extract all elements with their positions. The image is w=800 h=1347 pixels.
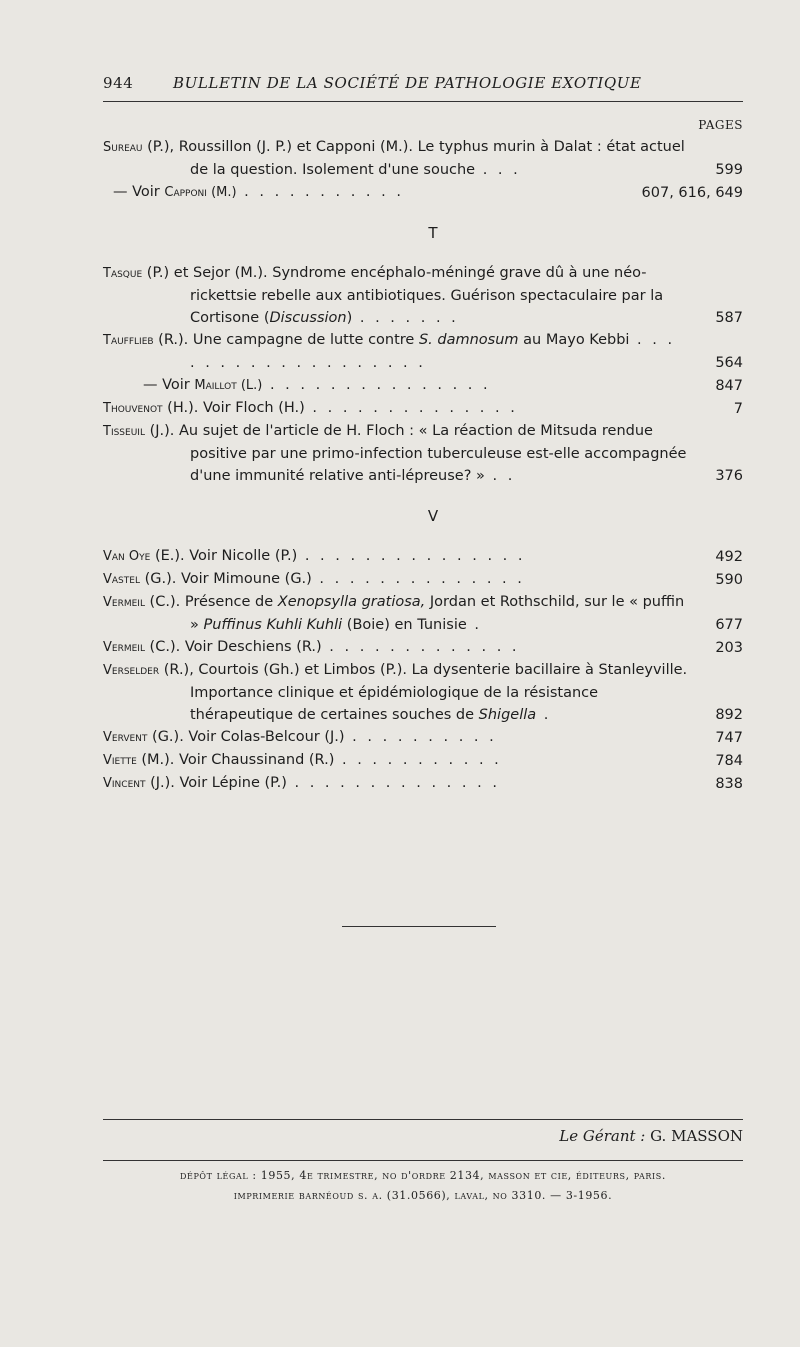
entry-text: (R.), Courtois (Gh.) et Limbos (P.). La dysenterie bacillaire à Stanleyville. Importance clinique et épidémiologique de la résistance thérapeutique de certaines souches de [159,662,688,723]
entry-author: Taufflieb [103,333,154,348]
entry-leader: . . . [475,162,521,178]
entry-text: (M.). Voir Chaussinand (R.) [136,752,335,768]
end-rule [342,926,496,927]
entry-author: — Voir [143,377,195,393]
index-entry [103,181,743,204]
entry-pages: 784 [715,753,743,769]
entry-author: Viette [103,753,137,768]
entry-text: Maillot (L.) [194,378,263,393]
entry-pages: 599 [715,162,743,178]
entry-italic: S. damnosum [418,332,519,348]
gerant-line [559,1127,743,1145]
entry-author: Vincent [103,776,146,791]
entry-pages: 7 [733,401,743,417]
entry-italic: Discussion [269,310,347,326]
page-number: 944 [103,74,134,92]
header-rule [103,101,743,102]
entry-author: Vastel [103,572,140,587]
entry-pages: 607, 616, 649 [641,185,743,201]
entry-text: (J.). Voir Lépine (P.) [145,775,287,791]
entry-pages: 677 [715,617,743,633]
entry-pages: 838 [715,776,743,792]
entry-pages: 747 [715,730,743,746]
entry-text: (P.), Roussillon (J. P.) et Capponi (M.). Le typhus murin à Dalat : état actuel de la question. Isolement d'une souche [142,139,685,178]
entry-leader: . [536,707,552,723]
imprint-line-1: dépôt légal : 1955, 4e trimestre, no d'ordre 2134, masson et cie, éditeurs, paris. [180,1169,666,1182]
entry-author: Tisseuil [103,424,145,439]
entry-text: (H.). Voir Floch (H.) [162,400,305,416]
entry-leader: . [466,617,482,633]
gerant-label: Le Gérant : [559,1127,646,1145]
entry-text: (J.). Au sujet de l'article de H. Floch : « La réaction de Mitsuda rendue positive par une primo-infection tuberculeuse est-elle accompagnée d'une immunité relative anti-lépreuse? » [144,423,687,484]
entry-leader: . . . . . . . . . . . . . . [311,571,525,587]
entry-author: Tasque [103,266,143,281]
index-entry [103,591,743,636]
entry-italic: Shigella [478,707,537,723]
running-header [103,74,743,98]
entry-text: Capponi (M.) [164,185,237,200]
entry-text: (P.) et Sejor (M.). Syndrome encéphalo-méningé grave dû à une néo-rickettsie rebelle aux antibiotiques. Guérison spectaculaire par la Cortisone ( [142,265,664,326]
index-entry [103,545,743,568]
entry-leader: . . [484,468,516,484]
index-entry [103,659,743,726]
entry-text: (R.). Une campagne de lutte contre [153,332,419,348]
entry-pages: 203 [715,640,743,656]
entry-author: Thouvenot [103,401,163,416]
entry-text-2: Jordan et Rothschild, sur le « puffin » [190,594,685,633]
footer-rule-top [103,1119,743,1120]
entry-leader: . . . . . . . . . . . . . . [304,400,518,416]
entry-pages: 590 [715,572,743,588]
entry-leader: . . . . . . . . . . . . . . . [297,548,526,564]
index-entry [103,772,743,795]
index-entry [103,568,743,591]
entry-leader: . . . . . . . . . . . [334,752,502,768]
index-entry [103,636,743,659]
section-letter-t: T [428,224,438,242]
entry-author: Vervent [103,730,148,745]
entry-pages: 847 [715,378,743,394]
imprint [103,1166,743,1206]
entry-text: (E.). Voir Nicolle (P.) [150,548,298,564]
entry-pages: 492 [715,549,743,565]
index-entry [103,749,743,772]
entry-text: (G.). Voir Colas-Belcour (J.) [147,729,345,745]
section-letter-v: V [427,507,439,525]
entry-leader: . . . . . . . . . . [344,729,497,745]
entry-author: Vermeil [103,640,145,655]
entry-text-2: au Mayo Kebbi [518,332,630,348]
entry-text-3: (Boie) en Tunisie [342,617,467,633]
entry-text: (C.). Voir Deschiens (R.) [144,639,322,655]
entry-leader: . . . . . . . [352,310,459,326]
entry-pages: 587 [715,310,743,326]
entry-italic: Xenopsylla gratiosa, [277,594,426,610]
entry-text: (C.). Présence de [144,594,278,610]
entry-leader: . . . . . . . . . . . . . . [286,775,500,791]
footer-rule-bottom [103,1160,743,1161]
entry-leader: . . . . . . . . . . . . . [321,639,520,655]
entry-pages: 564 [715,355,743,371]
pages-column-label: PAGES [698,118,743,132]
index-entry [103,329,743,374]
imprint-line-2: imprimerie barnéoud s. a. (31.0566), laval, no 3310. — 3-1956. [233,1189,613,1202]
index-entries [103,136,743,795]
entry-text: (G.). Voir Mimoune (G.) [139,571,312,587]
index-entry [103,262,743,329]
journal-title: BULLETIN DE LA SOCIÉTÉ DE PATHOLOGIE EXOTIQUE [173,74,642,92]
entry-italic-2: Puffinus Kuhli Kuhli [203,617,343,633]
entry-author: Vermeil [103,595,145,610]
entry-leader: . . . . . . . . . . . [236,184,404,200]
entry-pages: 376 [715,468,743,484]
index-entry [103,420,743,487]
index-entry [103,397,743,420]
entry-pages: 892 [715,707,743,723]
index-entry [103,726,743,749]
entry-author: Verselder [103,663,160,678]
index-entry [103,136,743,181]
entry-leader: . . . . . . . . . . . . . . . [262,377,491,393]
entry-leader: . . . . . . . . . . . . . . . . . . . [190,332,676,371]
gerant-name: G. MASSON [645,1127,743,1145]
index-entry [103,374,743,397]
entry-author: Van Oye [103,549,151,564]
entry-author: Sureau [103,140,143,155]
entry-text-2: ) [346,310,353,326]
entry-author: — Voir [113,184,165,200]
